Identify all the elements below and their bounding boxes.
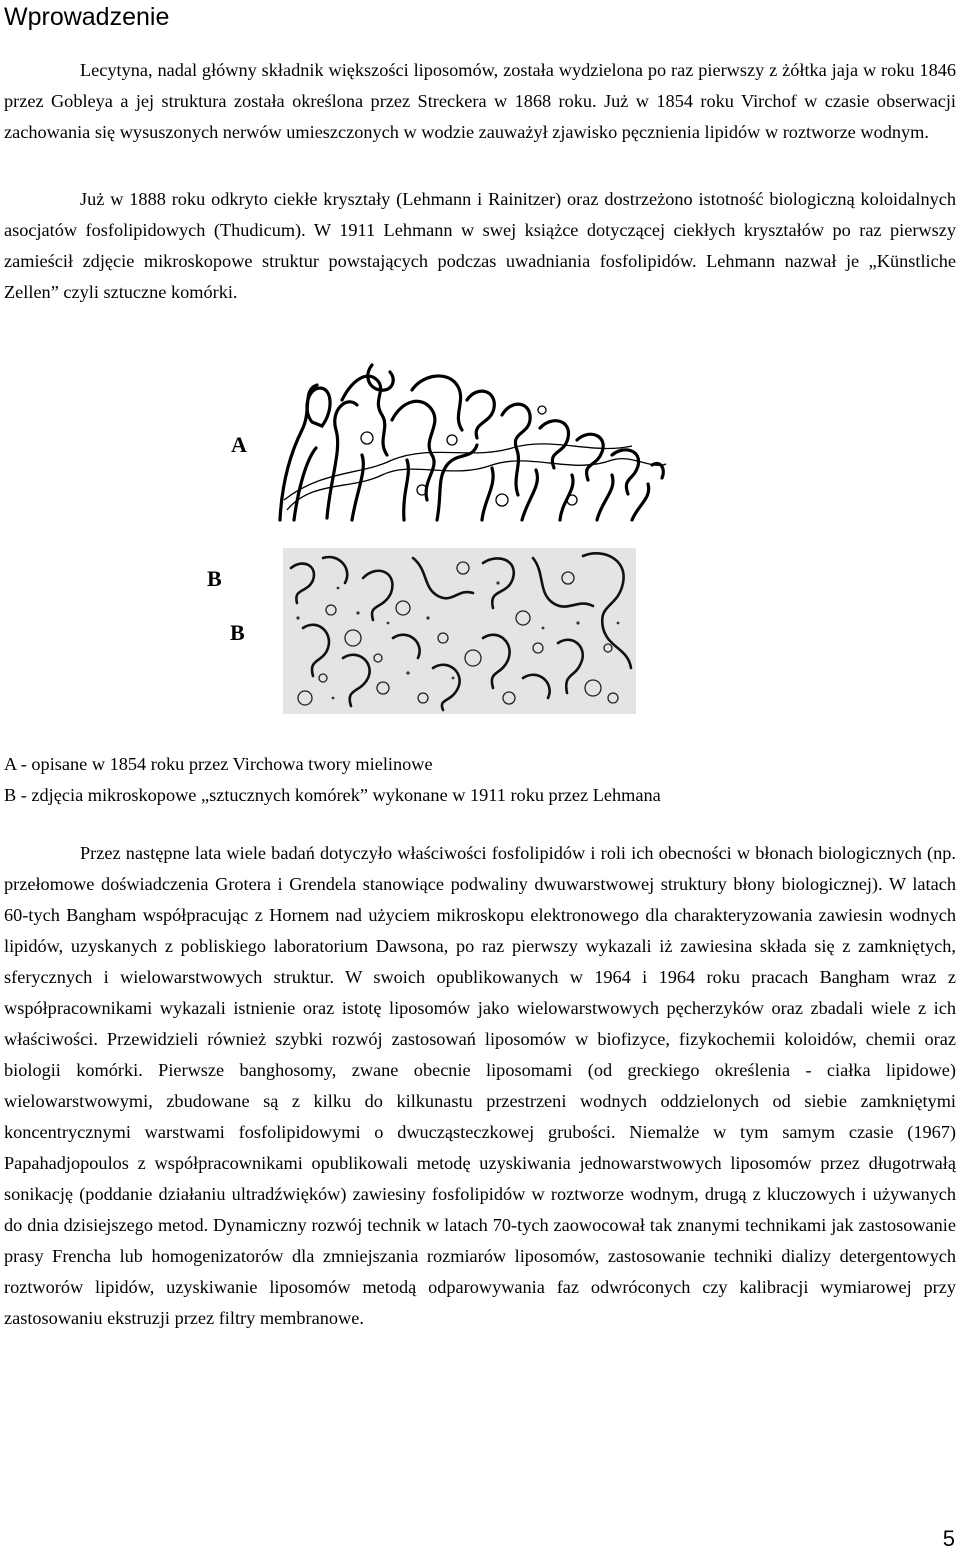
- figure-myelin-and-artificial-cells: [0, 330, 960, 730]
- paragraph-intro: Lecytyna, nadal główny składnik większości liposomów, została wydzielona po raz pierwszy z żółtka jaja w roku 1846 przez Gobleya a jej struktura została określona przez Streckera w 1868 roku. Już w 1854 roku Virchof w czasie obserwacji zachowania się wysuszonych nerwów umieszczonych w wodzie zauważył zjawisko pęcznienia lipidów w roztworze wodnym.: [4, 60, 956, 142]
- artificial-cells-micrograph: [283, 548, 636, 714]
- figure-label-a: A: [231, 432, 247, 457]
- paragraph-lehmann: Już w 1888 roku odkryto ciekłe kryształy (Lehmann i Rainitzer) oraz dostrzeżono istotność biologiczną koloidalnych asocjatów fosfolipidowych (Thudicum). W 1911 Lehmann w swej książce dotyczącej ciekłych kryształów po raz pierwszy zamieścił zdjęcie mikroskopowe struktur powstających podczas uwadniania fosfolipidów. Lehmann nazwał je „Künstliche Zellen” czyli sztuczne komórki.: [4, 189, 956, 302]
- figure-label-b: B: [207, 566, 222, 591]
- myelin-figures-drawing: [272, 360, 668, 524]
- page-number: 5: [942, 1526, 955, 1551]
- caption-a: A - opisane w 1854 roku przez Virchowa twory mielinowe: [4, 754, 433, 774]
- figure-label-b-duplicate: B: [230, 620, 245, 645]
- page-heading: Wprowadzenie: [4, 3, 170, 31]
- caption-b: B - zdjęcia mikroskopowe „sztucznych komórek” wykonane w 1911 roku przez Lehmana: [4, 785, 661, 805]
- paragraph-history: Przez następne lata wiele badań dotyczyło właściwości fosfolipidów i roli ich obecności w błonach biologicznych (np. przełomowe doświadczenia Grotera i Grendela stanowiące podwaliny dwuwarstwowej struktury błony biologicznej). W latach 60-tych Bangham współpracując z Hornem nad użyciem mikroskopu elektronowego dla charakteryzowania zawiesin wodnych lipidów, uzyskanych z pobliskiego laboratorium Dawsona, po raz pierwszy wykazali iż zawiesina składa się z zamkniętych, sferycznych i wielowarstwowych struktur. W swoich opublikowanych w 1964 i 1964 roku pracach Bangham wraz z współpracownikami wykazali istnienie oraz istotę liposomów jako wielowarstwowych pęcherzyków oraz zbadali wiele z ich właściwości. Przewidzieli również szybki rozwój zastosowań liposomów w biofizyce, fizykochemii koloidów, chemii oraz biologii komórki. Pierwsze banghosomy, zwane obecnie liposomami (od greckiego określenia - ciałka lipidowe) wielowarstwowymi, zbudowane są z kilku do kilkunastu przestrzeni wodnych oddzielonych od siebie zamkniętymi koncentrycznymi warstwami fosfolipidowymi o dwucząsteczkowej grubości. Niemalże w tym samym czasie (1967) Papahadjopoulos z współpracownikami opublikowali metodę uzyskiwania jednowarstwowych liposomów przez długotrwałą sonikację (poddanie działaniu ultradźwięków) zawiesiny fosfolipidów w roztworze wodnym, drugą z kluczowych i używanych do dnia dzisiejszego metod. Dynamiczny rozwój technik w latach 70-tych zaowocował tak znanymi technikami jak zastosowanie prasy Frencha lub homogenizatorów dla zmniejszania rozmiarów liposomów, zastosowanie techniki dializy detergentowych roztworów lipidów, uzyskiwanie liposomów metodą odparowywania faz odwróconych czy kalibracji wymiarowej przy zastosowaniu ekstruzji przez filtry membranowe.: [4, 843, 956, 1328]
